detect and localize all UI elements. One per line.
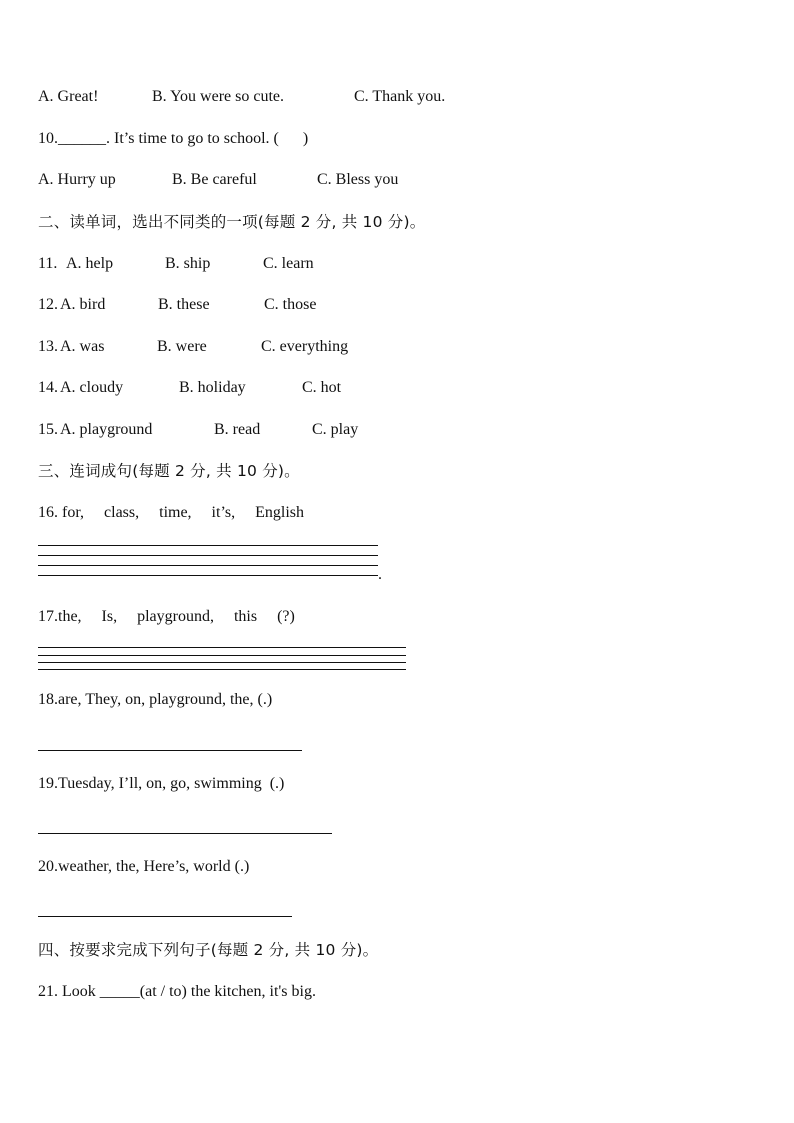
q16-answer-line-1 — [38, 545, 378, 546]
q13-row — [38, 337, 758, 357]
q17-answer-line-1 — [38, 647, 406, 648]
q15-row — [38, 420, 758, 440]
q20-answer-line — [38, 916, 292, 917]
q10-option-c: C. Bless you — [317, 171, 399, 188]
q17-words: the, Is, playground, this (?) — [58, 608, 295, 625]
q9-options — [38, 87, 758, 107]
q13-number: 13. — [38, 338, 58, 355]
q18-question — [38, 690, 272, 710]
q12-option-b: B. these — [158, 296, 210, 313]
q15-option-c: C. play — [312, 421, 359, 438]
q21-number: 21. — [38, 983, 58, 1000]
q18-answer-line — [38, 750, 302, 751]
q9-option-a: A. Great! — [38, 88, 99, 105]
q13-option-b: B. were — [157, 338, 207, 355]
q10-option-b: B. Be careful — [172, 171, 257, 188]
q17-number: 17. — [38, 608, 58, 625]
q17-answer-line-3 — [38, 662, 406, 663]
q12-number: 12. — [38, 296, 58, 313]
q20-words: weather, the, Here’s, world (.) — [58, 858, 250, 875]
q16-answer-line-2 — [38, 555, 378, 556]
q11-option-c: C. learn — [263, 255, 314, 272]
q16-answer-line-4 — [38, 575, 378, 576]
q20-number: 20. — [38, 858, 58, 875]
q9-option-b: B. You were so cute. — [152, 88, 284, 105]
q10-text: . It’s time to go to school. ( ) — [106, 130, 309, 147]
q10-blank: ______ — [58, 130, 106, 147]
q10-option-a: A. Hurry up — [38, 171, 116, 188]
q14-option-c: C. hot — [302, 379, 342, 396]
q11-number: 11. — [38, 255, 58, 272]
q16-answer-line-3 — [38, 565, 378, 566]
q11-option-a: A. help — [66, 255, 114, 272]
q21-text: Look _____(at / to) the kitchen, it's big. — [58, 983, 316, 1000]
q16-number: 16. — [38, 504, 58, 521]
q21-question — [38, 982, 316, 1002]
q16-words: for, class, time, it’s, English — [58, 504, 305, 521]
q14-option-a: A. cloudy — [60, 379, 124, 396]
q14-number: 14. — [38, 379, 58, 396]
q11-option-b: B. ship — [165, 255, 211, 272]
q17-answer-line-2 — [38, 655, 406, 656]
q12-option-c: C. those — [264, 296, 317, 313]
section3-heading: 三、连词成句(每题 2 分, 共 10 分)。 — [38, 462, 300, 480]
q16-trailing-period: . — [378, 566, 382, 583]
q19-number: 19. — [38, 775, 58, 792]
q20-question — [38, 857, 249, 877]
section4-heading: 四、按要求完成下列句子(每题 2 分, 共 10 分)。 — [38, 941, 379, 959]
q13-option-c: C. everything — [261, 338, 349, 355]
q11-row — [38, 254, 758, 274]
q10-number: 10. — [38, 130, 58, 147]
q18-words: are, They, on, playground, the, (.) — [58, 691, 273, 708]
q9-option-c: C. Thank you. — [354, 88, 446, 105]
q16-question — [38, 503, 304, 523]
q10-options — [38, 170, 758, 190]
q13-option-a: A. was — [60, 338, 105, 355]
q15-option-a: A. playground — [60, 421, 153, 438]
q14-option-b: B. holiday — [179, 379, 246, 396]
q15-number: 15. — [38, 421, 58, 438]
q19-question — [38, 774, 284, 794]
q17-answer-line-4 — [38, 669, 406, 670]
q12-option-a: A. bird — [60, 296, 106, 313]
section2-heading: 二、读单词，选出不同类的一项(每题 2 分, 共 10 分)。 — [38, 213, 426, 231]
q14-row — [38, 378, 758, 398]
q17-question — [38, 607, 295, 627]
q18-number: 18. — [38, 691, 58, 708]
q19-answer-line — [38, 833, 332, 834]
q10-question — [38, 129, 308, 149]
q12-row — [38, 295, 758, 315]
q15-option-b: B. read — [214, 421, 261, 438]
q19-words: Tuesday, I’ll, on, go, swimming (.) — [58, 775, 285, 792]
